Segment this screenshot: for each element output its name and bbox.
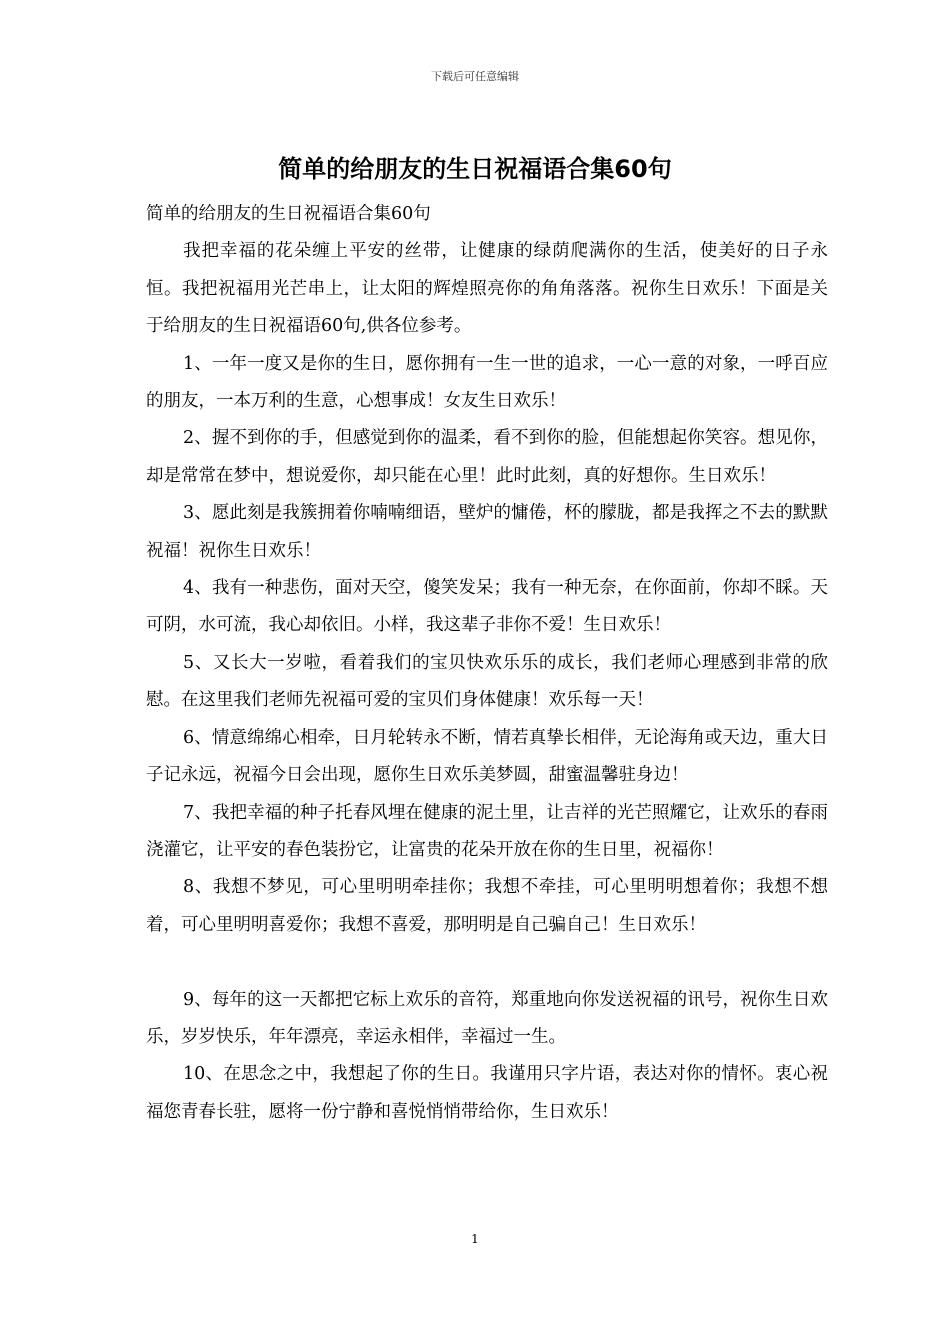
wish-paragraph-7: 7、我把幸福的种子托春风埋在健康的泥土里，让吉祥的光芒照耀它，让欢乐的春雨浇灌它，让平安的春色装扮它，让富贵的花朵开放在你的生日里，祝福你！ xyxy=(146,802,828,860)
intro-paragraph: 我把幸福的花朵缠上平安的丝带，让健康的绿荫爬满你的生活，使美好的日子永恒。我把祝福用光芒串上，让太阳的辉煌照亮你的角角落落。祝你生日欢乐！下面是关于给朋友的生日祝福语60句,供各位参考。 xyxy=(146,241,828,337)
wish-paragraph-1: 1、一年一度又是你的生日，愿你拥有一生一世的追求，一心一意的对象，一呼百应的朋友，一本万利的生意，心想事成！女友生日欢乐！ xyxy=(146,353,828,412)
wish-paragraph-5: 5、又长大一岁啦，看着我们的宝贝快欢乐乐的成长，我们老师心理感到非常的欣慰。在这里我们老师先祝福可爱的宝贝们身体健康！欢乐每一天！ xyxy=(146,652,828,711)
wish-paragraph-9: 9、每年的这一天都把它标上欢乐的音符，郑重地向你发送祝福的讯号，祝你生日欢乐，岁岁快乐，年年漂亮，幸运永相伴，幸福过一生。 xyxy=(146,989,828,1047)
blank-line xyxy=(146,944,828,981)
wish-paragraph-2: 2、握不到你的手，但感觉到你的温柔，看不到你的脸，但能想起你笑容。想见你，却是常常在梦中，想说爱你，却只能在心里！此时此刻，真的好想你。生日欢乐！ xyxy=(146,428,828,486)
document-title: 简单的给朋友的生日祝福语合集60句 xyxy=(278,155,672,183)
header-note: 下载后可任意编辑 xyxy=(431,70,519,83)
wish-paragraph-3: 3、愿此刻是我簇拥着你喃喃细语，壁炉的慵倦，杯的朦胧，都是我挥之不去的默默祝福！祝你生日欢乐！ xyxy=(146,503,828,561)
page-number: 1 xyxy=(471,1232,479,1246)
document-body xyxy=(146,196,828,1131)
document-subtitle: 简单的给朋友的生日祝福语合集60句 xyxy=(146,204,431,224)
wish-paragraph-6: 6、情意绵绵心相牵，日月轮转永不断，情若真挚长相伴，无论海角或天边，重大日子记永远，祝福今日会出现，愿你生日欢乐美梦圆，甜蜜温馨驻身边！ xyxy=(146,727,828,786)
wish-paragraph-10: 10、在思念之中，我想起了你的生日。我谨用只字片语，表达对你的情怀。衷心祝福您青春长驻，愿将一份宁静和喜悦悄悄带给你，生日欢乐！ xyxy=(146,1064,828,1122)
wish-paragraph-4: 4、我有一种悲伤，面对天空，傻笑发呆；我有一种无奈，在你面前，你却不睬。天可阴，水可流，我心却依旧。小样，我这辈子非你不爱！生日欢乐！ xyxy=(146,578,828,636)
wish-paragraph-8: 8、我想不梦见，可心里明明牵挂你；我想不牵挂，可心里明明想着你；我想不想着，可心里明明喜爱你；我想不喜爱，那明明是自己骗自己！生日欢乐！ xyxy=(146,877,828,935)
